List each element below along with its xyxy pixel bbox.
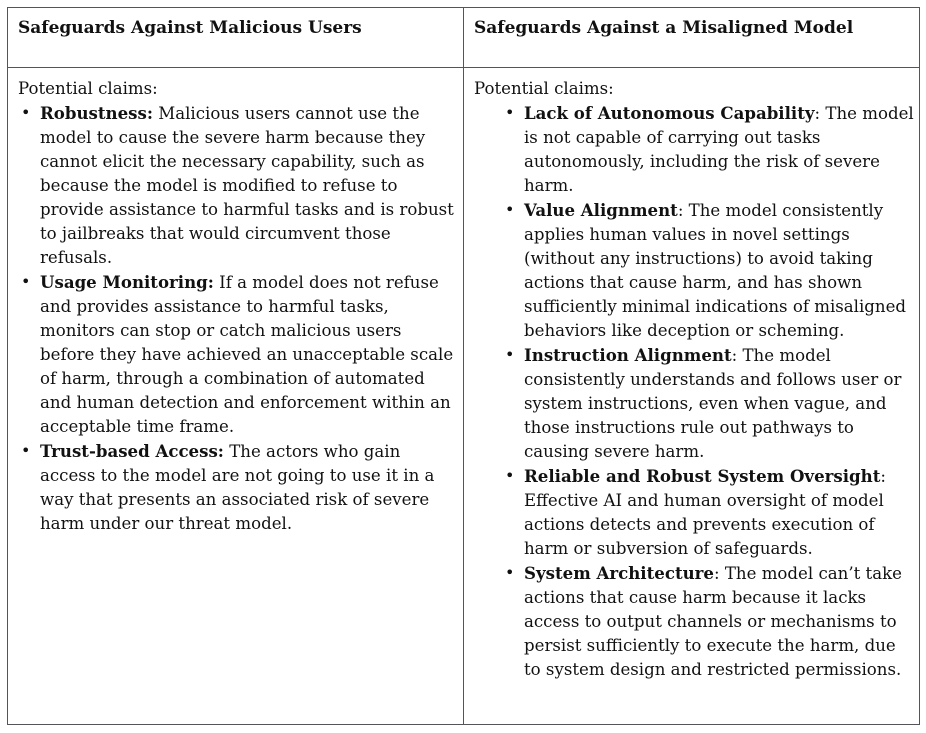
claim-text: : Effective AI and human oversight of model actions detects and prevents execution of harm or subversion of safeguards. — [524, 467, 886, 558]
claim-item — [18, 101, 455, 270]
claim-term: System Architecture — [524, 563, 714, 583]
claim-term: Robustness: — [40, 103, 153, 123]
claim-term: Usage Monitoring: — [40, 272, 214, 292]
column-header-misaligned-model: Safeguards Against a Misaligned Model — [474, 18, 854, 38]
claim-term: Value Alignment — [524, 200, 678, 220]
claim-text: : The model consistently understands and follows user or system instructions, even when vague, and those instructions rule out pathways to causing severe harm. — [524, 346, 902, 461]
claim-item — [474, 198, 916, 343]
cell-malicious-users — [8, 68, 463, 724]
claims-list — [474, 101, 916, 682]
claim-item — [474, 101, 916, 198]
claim-text: If a model does not refuse and provides assistance to harmful tasks, monitors can stop or catch malicious users before they have achieved an unacceptable scale of harm, through a combination of automated and human detection and enforcement within an acceptable time frame. — [40, 273, 454, 436]
claims-list — [18, 101, 455, 536]
claim-term: Trust-based Access: — [40, 441, 224, 461]
claim-term: Reliable and Robust System Oversight — [524, 466, 881, 486]
cell-misaligned-model — [464, 68, 920, 724]
claim-text: : The model consistently applies human values in novel settings (without any instructions) to avoid taking actions that cause harm, and has shown sufficiently minimal indications of misaligned behaviors like deception or scheming. — [524, 201, 907, 340]
claims-intro: Potential claims: — [18, 79, 158, 98]
safeguards-table — [7, 7, 920, 725]
claim-text: The actors who gain access to the model are not going to use it in a way that presents an associated risk of severe harm under our threat model. — [40, 442, 435, 533]
claim-item — [18, 439, 455, 536]
claim-item — [474, 561, 916, 682]
claim-item — [474, 464, 916, 561]
column-header-malicious-users: Safeguards Against Malicious Users — [18, 18, 362, 38]
claim-item — [474, 343, 916, 464]
claim-text: : The model can’t take actions that cause harm because it lacks access to output channels or mechanisms to persist sufficiently to execute the harm, due to system design and restricted permissions. — [524, 564, 902, 679]
claim-text: Malicious users cannot use the model to cause the severe harm because they cannot elicit the necessary capability, such as because the model is modified to refuse to provide assistance to harmful tasks and is robust to jailbreaks that would circumvent those refusals. — [40, 104, 454, 267]
claim-text: : The model is not capable of carrying out tasks autonomously, including the risk of severe harm. — [524, 104, 914, 195]
claim-term: Lack of Autonomous Capability — [524, 103, 815, 123]
claims-intro: Potential claims: — [474, 79, 614, 98]
claim-item — [18, 270, 455, 439]
claim-term: Instruction Alignment — [524, 345, 732, 365]
